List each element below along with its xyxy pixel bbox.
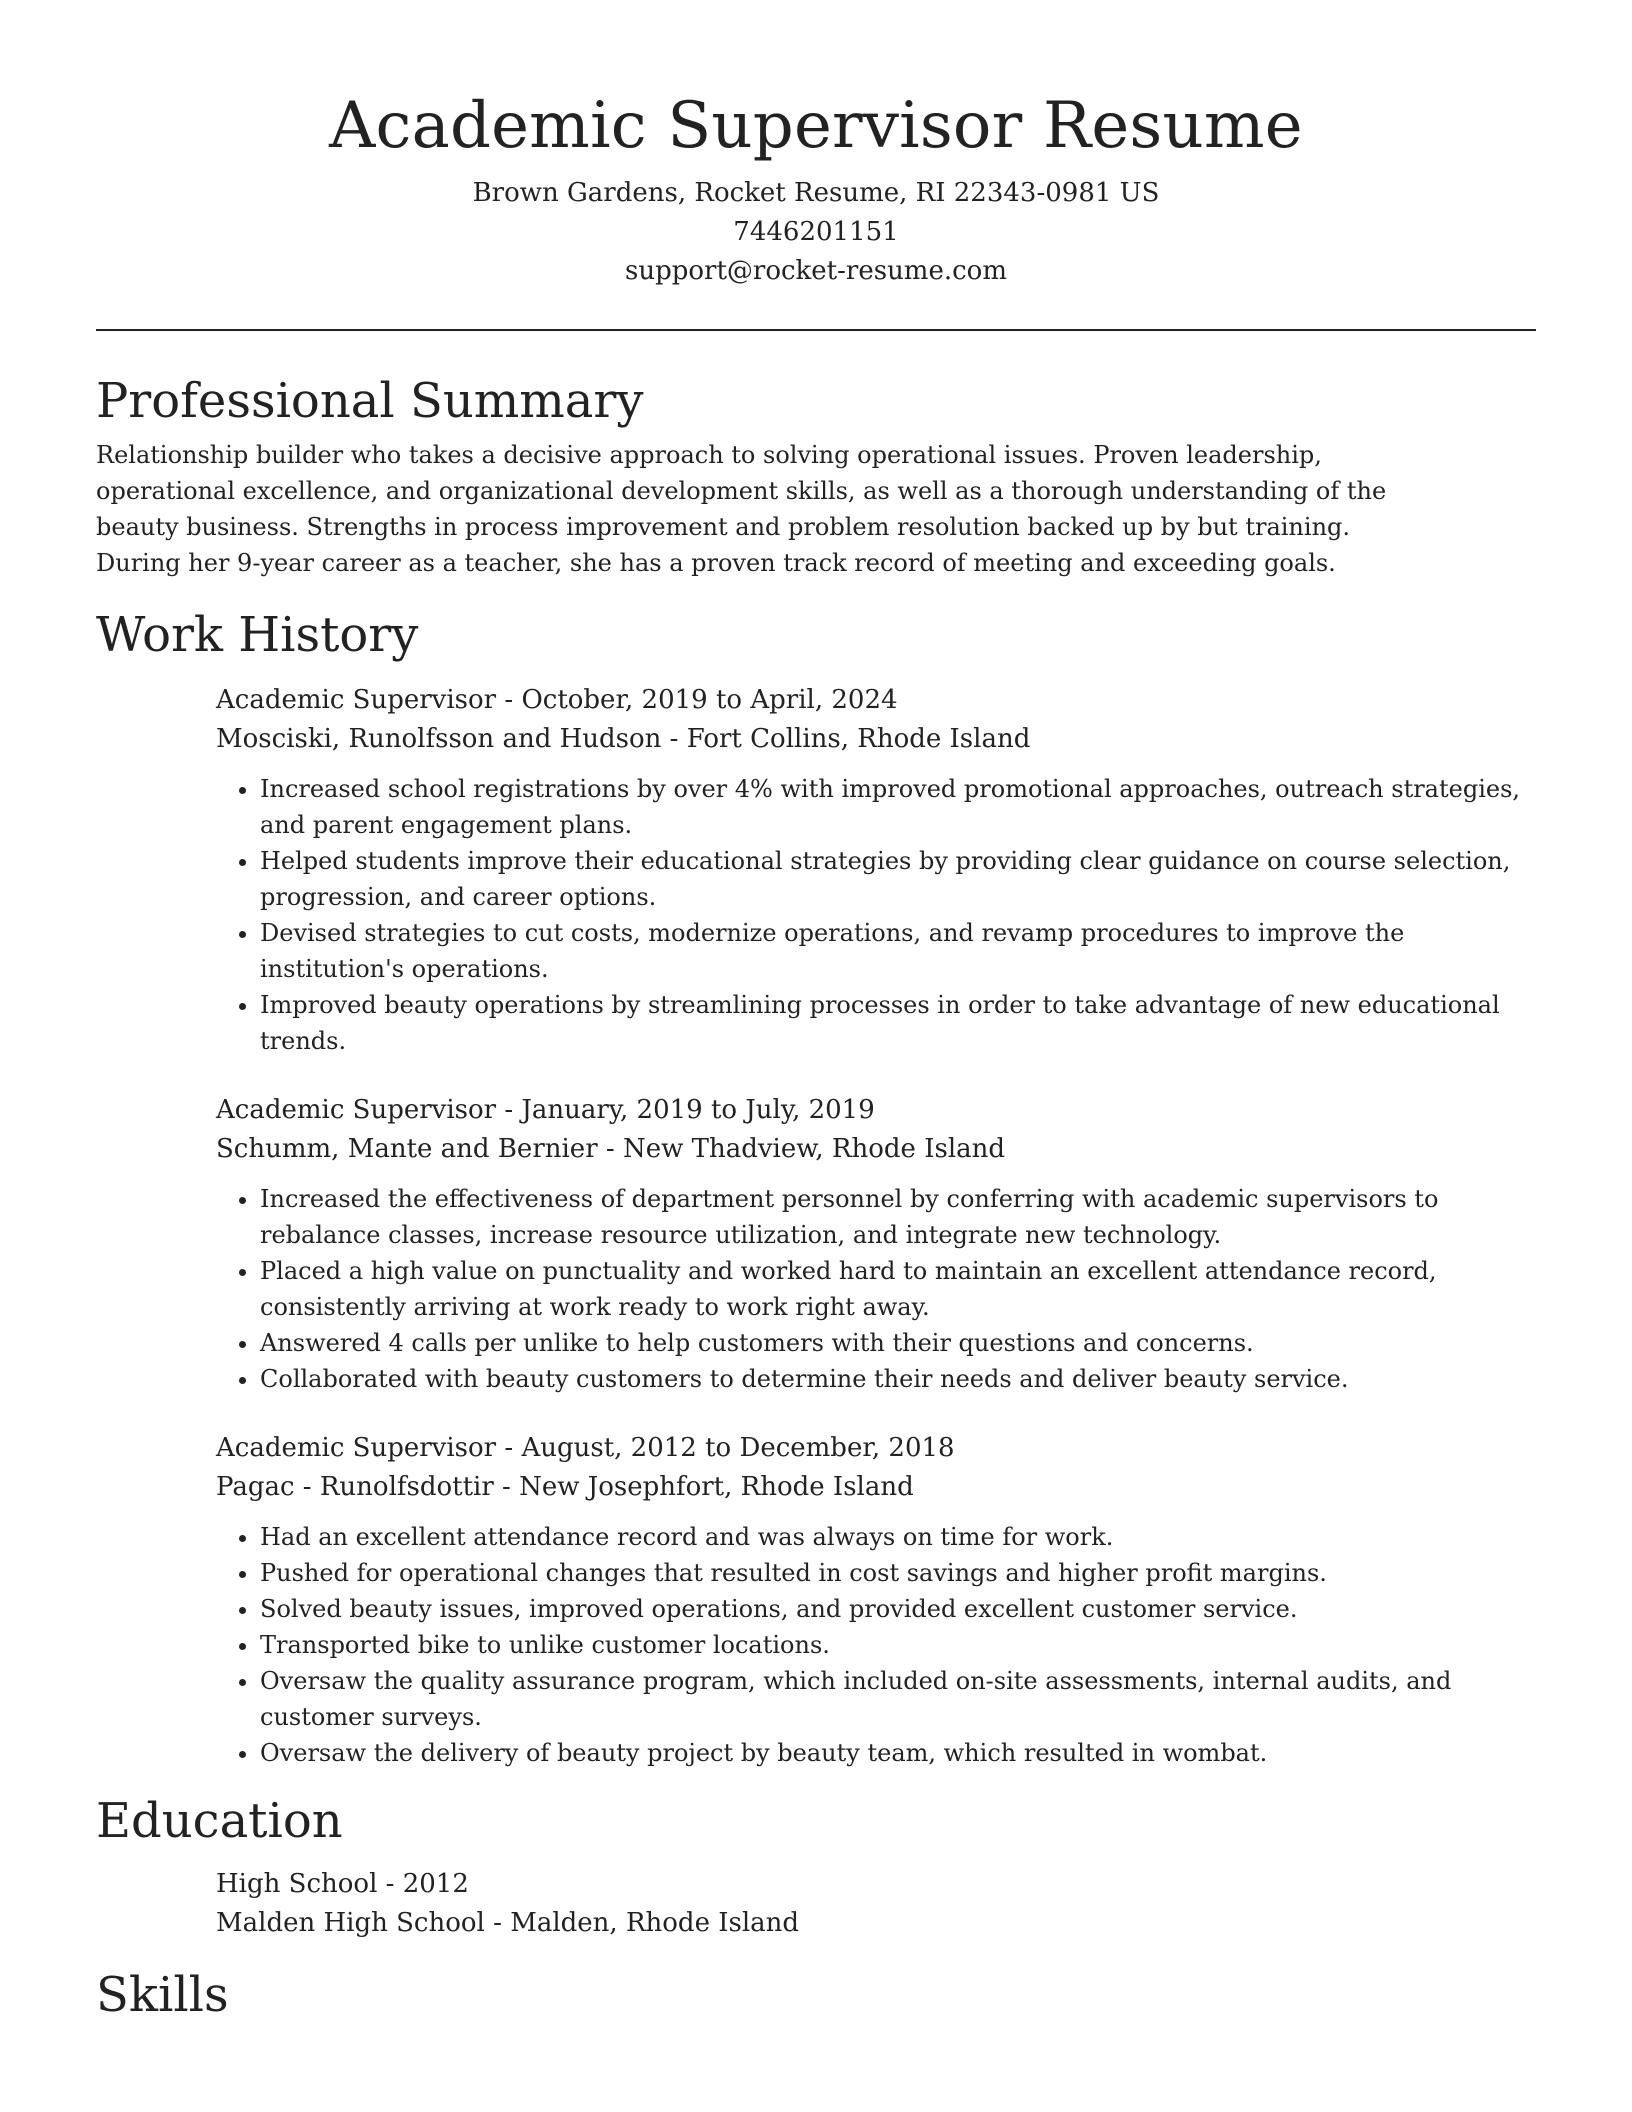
separator: -	[496, 1095, 522, 1125]
job-company: Pagac - Runolfsdottir	[216, 1472, 494, 1502]
separator: -	[496, 685, 522, 715]
education-degree-line	[216, 1865, 1536, 1904]
separator: -	[484, 1908, 511, 1938]
job-bullets	[216, 771, 1536, 1059]
skills-section	[96, 1965, 1536, 2025]
education-school: Malden High School	[216, 1908, 485, 1938]
separator: -	[661, 724, 687, 754]
work-history-heading: Work History	[96, 607, 419, 663]
summary-text: Relationship builder who takes a decisive approach to solving operational issues. Proven leadership, operational excellence, and organizational development skills, as well as a thorough understanding of the beauty business. Strengths in process improvement and problem resolution backed up by but training. During her 9-year career as a teacher, she has a proven track record of meeting and exceeding goals.	[96, 441, 1387, 577]
separator: -	[496, 1433, 522, 1463]
education-degree: High School	[216, 1869, 378, 1899]
job-title: Academic Supervisor	[216, 685, 497, 715]
contact-phone: 7446201151	[733, 217, 899, 247]
list-item: • Collaborated with beauty customers to determine their needs and deliver beauty service.	[260, 1361, 1536, 1397]
job-company: Mosciski, Runolfsson and Hudson	[216, 724, 662, 754]
list-item: • Placed a high value on punctuality and worked hard to maintain an excellent attendance record, consistently arriving at work ready to work right away.	[260, 1253, 1536, 1325]
page-title: Academic Supervisor Resume	[329, 89, 1303, 163]
job-title-line	[216, 681, 1536, 720]
header-divider	[96, 329, 1536, 331]
list-item: • Transported bike to unlike customer locations.	[260, 1627, 1536, 1663]
skills-heading: Skills	[96, 1967, 229, 2023]
contact-info	[96, 174, 1536, 291]
job-dates: January, 2019 to July, 2019	[521, 1095, 875, 1125]
job-company-line	[216, 720, 1536, 759]
job-title-line	[216, 1429, 1536, 1468]
list-item: • Improved beauty operations by streamlining processes in order to take advantage of new educational trends.	[260, 987, 1536, 1059]
job-title-line	[216, 1091, 1536, 1130]
job-company-line	[216, 1468, 1536, 1507]
list-item: • Oversaw the delivery of beauty project by beauty team, which resulted in wombat.	[260, 1735, 1536, 1771]
job-location: New Thadview, Rhode Island	[622, 1134, 1006, 1164]
job-entry	[216, 1429, 1536, 1771]
summary-heading: Professional Summary	[96, 373, 644, 429]
list-item: • Had an excellent attendance record and was always on time for work.	[260, 1519, 1536, 1555]
resume-page	[96, 0, 1536, 2025]
education-year: 2012	[402, 1869, 469, 1899]
separator: -	[377, 1869, 403, 1899]
separator: -	[493, 1472, 520, 1502]
job-location: Fort Collins, Rhode Island	[686, 724, 1031, 754]
job-bullets	[216, 1181, 1536, 1397]
education-location: Malden, Rhode Island	[510, 1908, 800, 1938]
job-location: New Josephfort, Rhode Island	[519, 1472, 914, 1502]
job-bullets	[216, 1519, 1536, 1771]
job-dates: August, 2012 to December, 2018	[521, 1433, 955, 1463]
education-heading: Education	[96, 1793, 343, 1849]
resume-header	[96, 0, 1536, 291]
list-item: • Answered 4 calls per unlike to help customers with their questions and concerns.	[260, 1325, 1536, 1361]
list-item: • Solved beauty issues, improved operations, and provided excellent customer service.	[260, 1591, 1536, 1627]
job-company-line	[216, 1130, 1536, 1169]
list-item: • Oversaw the quality assurance program, which included on-site assessments, internal audits, and customer surveys.	[260, 1663, 1536, 1735]
list-item: • Helped students improve their educational strategies by providing clear guidance on course selection, progression, and career options.	[260, 843, 1536, 915]
job-dates: October, 2019 to April, 2024	[521, 685, 898, 715]
separator: -	[597, 1134, 623, 1164]
list-item: • Pushed for operational changes that resulted in cost savings and higher profit margins.	[260, 1555, 1536, 1591]
list-item: • Increased the effectiveness of department personnel by conferring with academic supervisors to rebalance classes, increase resource utilization, and integrate new technology.	[260, 1181, 1536, 1253]
job-title: Academic Supervisor	[216, 1433, 497, 1463]
education-school-line	[216, 1904, 1536, 1943]
contact-email: support@rocket-resume.com	[624, 256, 1007, 286]
summary-section	[96, 371, 1536, 581]
work-history-section	[96, 605, 1536, 1771]
contact-address: Brown Gardens, Rocket Resume, RI 22343-0981 US	[472, 178, 1160, 208]
job-entry	[216, 1091, 1536, 1397]
job-company: Schumm, Mante and Bernier	[216, 1134, 598, 1164]
list-item: • Increased school registrations by over 4% with improved promotional approaches, outreach strategies, and parent engagement plans.	[260, 771, 1536, 843]
education-section	[96, 1791, 1536, 1943]
job-title: Academic Supervisor	[216, 1095, 497, 1125]
list-item: • Devised strategies to cut costs, modernize operations, and revamp procedures to improve the institution's operations.	[260, 915, 1536, 987]
job-entry	[216, 681, 1536, 1059]
